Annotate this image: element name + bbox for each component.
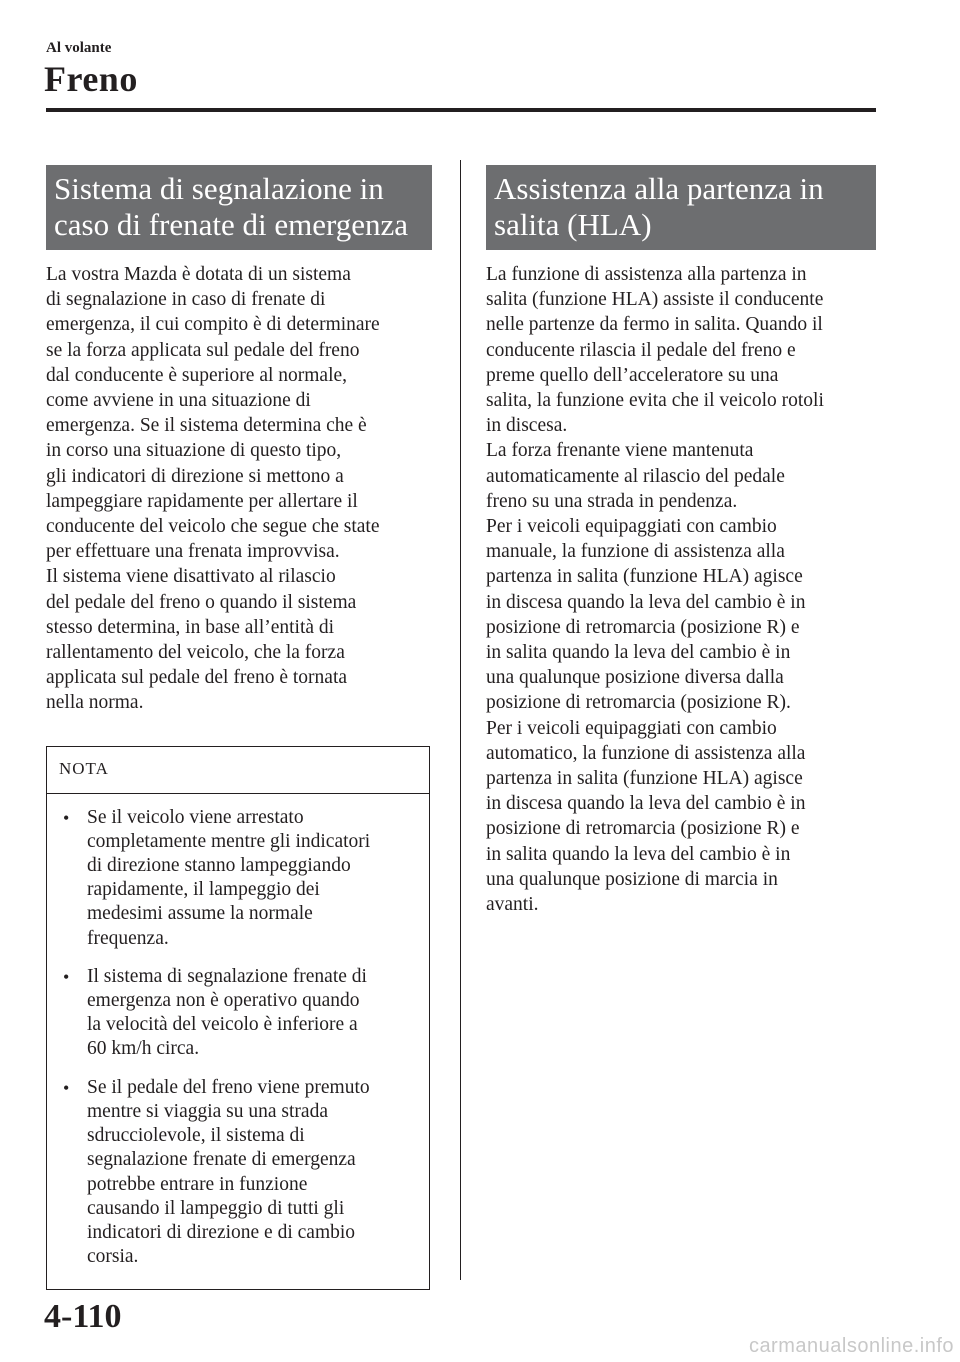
text-line: di segnalazione in caso di frenate di (46, 289, 326, 311)
note-line: di direzione stanno lampeggiando (87, 855, 351, 877)
heading-line: caso di frenate di emergenza (54, 207, 409, 242)
page-title: Freno (44, 59, 138, 99)
text-line: emergenza. Se il sistema determina che è (46, 415, 367, 437)
text-line: La forza frenante viene mantenuta (486, 440, 754, 462)
text-line: in corso una situazione di questo tipo, (46, 440, 342, 462)
note-item (59, 1076, 415, 1270)
watermark: carmanualsonline.info (748, 1335, 954, 1357)
right-column (486, 165, 876, 917)
text-line: Per i veicoli equipaggiati con cambio (486, 717, 777, 739)
text-line: avanti. (486, 894, 539, 916)
text-line: posizione di retromarcia (posizione R). (486, 692, 791, 714)
note-line: causando il lampeggio di tutti gli (87, 1197, 345, 1219)
text-line: per effettuare una frenata improvvisa. (46, 541, 340, 563)
text-line: Il sistema viene disattivato al rilascio (46, 566, 336, 588)
text-line: se la forza applicata sul pedale del freno (46, 339, 360, 361)
title-rule (46, 108, 876, 112)
text-line: automaticamente al rilascio del pedale (486, 465, 785, 487)
text-line: nella norma. (46, 692, 144, 714)
note-line: completamente mentre gli indicatori (87, 830, 371, 852)
text-line: conducente rilascia il pedale del freno e (486, 339, 796, 361)
note-line: indicatori di direzione e di cambio (87, 1221, 356, 1243)
text-line: freno su una strada in pendenza. (486, 490, 738, 512)
text-line: La funzione di assistenza alla partenza in (486, 264, 807, 285)
note-item (59, 965, 415, 1062)
text-line: salita (funzione HLA) assiste il conducente (486, 289, 824, 311)
text-line: posizione di retromarcia (posizione R) e (486, 818, 800, 840)
text-line: partenza in salita (funzione HLA) agisce (486, 768, 803, 790)
note-line: 60 km/h circa. (87, 1038, 200, 1060)
heading-line: Sistema di segnalazione in (54, 171, 384, 206)
left-column (46, 165, 432, 1290)
note-item (59, 806, 415, 951)
text-line: una qualunque posizione di marcia in (486, 868, 778, 890)
text-line: in discesa quando la leva del cambio è in (486, 591, 806, 613)
section-heading-hla (486, 165, 876, 250)
note-line: rapidamente, il lampeggio dei (87, 879, 320, 901)
heading-line: salita (HLA) (494, 207, 652, 242)
note-line: Il sistema di segnalazione frenate di (87, 965, 367, 987)
note-line: medesimi assume la normale (87, 903, 313, 925)
section-heading-emergency-signal (46, 165, 432, 250)
text-line: posizione di retromarcia (posizione R) e (486, 616, 800, 638)
text-line: conducente del veicolo che segue che state (46, 516, 380, 538)
note-list (47, 794, 429, 1290)
bullet-icon: • (63, 1077, 70, 1098)
breadcrumb: Al volante (46, 40, 112, 56)
note-line: la velocità del veicolo è inferiore a (87, 1014, 358, 1036)
text-line: stesso determina, in base all’entità di (46, 616, 335, 638)
body-text-hla (486, 262, 876, 917)
note-line: frequenza. (87, 927, 169, 949)
bullet-icon: • (63, 807, 70, 828)
note-line: sdrucciolevole, il sistema di (87, 1125, 305, 1147)
note-line: Se il pedale del freno viene premuto (87, 1076, 370, 1098)
text-line: manuale, la funzione di assistenza alla (486, 541, 785, 563)
note-box (46, 746, 430, 1291)
note-label: NOTA (47, 747, 429, 794)
text-line: gli indicatori di direzione si mettono a (46, 465, 344, 487)
note-line: potrebbe entrare in funzione (87, 1173, 308, 1195)
column-divider (460, 160, 461, 1280)
text-line: in salita quando la leva del cambio è in (486, 843, 791, 865)
note-line: mentre si viaggia su una strada (87, 1100, 328, 1122)
note-line: Se il veicolo viene arrestato (87, 806, 304, 828)
text-line: La vostra Mazda è dotata di un sistema (46, 264, 351, 285)
page-number: 4-110 (44, 1298, 122, 1335)
text-line: del pedale del freno o quando il sistema (46, 591, 357, 613)
text-line: dal conducente è superiore al normale, (46, 364, 348, 386)
note-line: corsia. (87, 1246, 139, 1268)
text-line: preme quello dell’acceleratore su una (486, 364, 779, 386)
text-line: lampeggiare rapidamente per allertare il (46, 490, 358, 512)
body-text-emergency-signal (46, 262, 432, 716)
text-line: Per i veicoli equipaggiati con cambio (486, 516, 777, 538)
text-line: emergenza, il cui compito è di determinare (46, 314, 380, 336)
text-line: applicata sul pedale del freno è tornata (46, 667, 348, 689)
note-line: segnalazione frenate di emergenza (87, 1149, 356, 1171)
text-line: salita, la funzione evita che il veicolo rotoli (486, 390, 824, 412)
text-line: in discesa quando la leva del cambio è in (486, 793, 806, 815)
text-line: rallentamento del veicolo, che la forza (46, 642, 345, 664)
heading-line: Assistenza alla partenza in (494, 171, 824, 206)
note-line: emergenza non è operativo quando (87, 990, 360, 1012)
text-line: nelle partenze da fermo in salita. Quando il (486, 314, 823, 336)
text-line: partenza in salita (funzione HLA) agisce (486, 566, 803, 588)
text-line: automatico, la funzione di assistenza alla (486, 742, 806, 764)
text-line: una qualunque posizione diversa dalla (486, 667, 784, 689)
bullet-icon: • (63, 966, 70, 987)
text-line: in salita quando la leva del cambio è in (486, 642, 791, 664)
text-line: come avviene in una situazione di (46, 390, 311, 412)
text-line: in discesa. (486, 415, 568, 437)
